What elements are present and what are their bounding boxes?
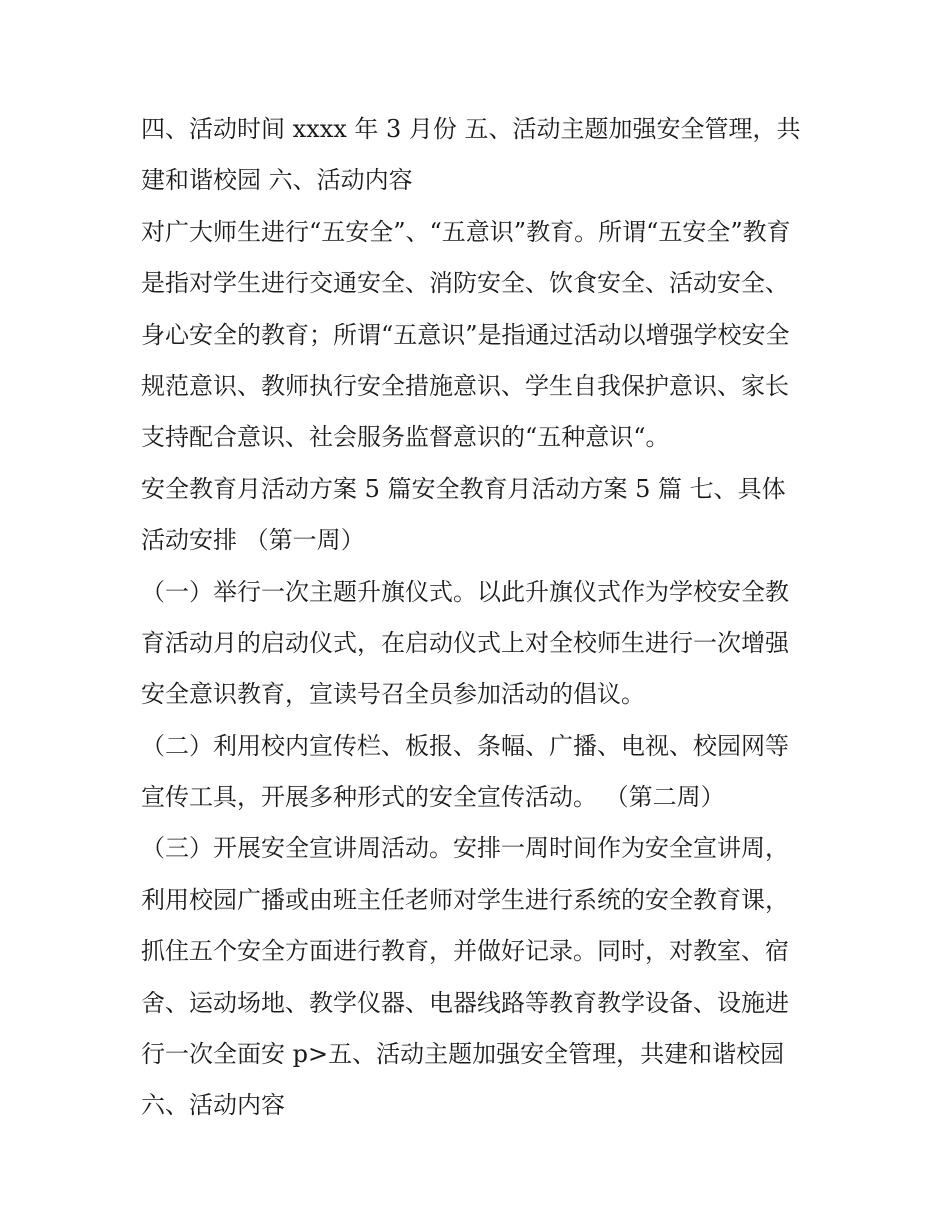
- text-line-2: 建和谐校园 六、活动内容: [141, 166, 413, 195]
- text-line-16: 利用校园广播或由班主任老师对学生进行系统的安全教育课，: [141, 885, 789, 914]
- text-line-9: 活动安排 （第一周）: [141, 526, 365, 555]
- text-line-11: 育活动月的启动仪式，在启动仪式上对全校师生进行一次增强: [141, 628, 789, 657]
- text-line-5: 身心安全的教育；所谓“五意识”是指通过活动以增强学校安全: [141, 320, 790, 349]
- text-line-13: （二）利用校内宣传栏、板报、条幅、广播、电视、校园网等: [141, 731, 789, 760]
- text-line-10: （一）举行一次主题升旗仪式。以此升旗仪式作为学校安全教: [141, 577, 789, 606]
- text-line-15: （三）开展安全宣讲周活动。安排一周时间作为安全宣讲周，: [141, 834, 789, 863]
- text-line-7: 支持配合意识、社会服务监督意识的“五种意识“。: [141, 423, 670, 452]
- text-line-12: 安全意识教育，宣读号召全员参加活动的倡议。: [141, 680, 645, 709]
- text-line-17: 抓住五个安全方面进行教育，并做好记录。同时，对教室、宿: [141, 937, 789, 966]
- text-line-14: 宣传工具，开展多种形式的安全宣传活动。 （第二周）: [141, 783, 725, 812]
- text-line-3: 对广大师生进行“五安全”、“五意识”教育。所谓“五安全”教育: [141, 217, 791, 246]
- text-line-18: 舍、运动场地、教学仪器、电器线路等教育教学设备、设施进: [141, 988, 789, 1017]
- document-body: [141, 104, 821, 1132]
- text-line-20: 六、活动内容: [141, 1091, 285, 1120]
- text-line-6: 规范意识、教师执行安全措施意识、学生自我保护意识、家长: [141, 371, 789, 400]
- text-line-8: 安全教育月活动方案 5 篇安全教育月活动方案 5 篇 七、具体: [141, 474, 786, 503]
- text-line-19: 行一次全面安 p>五、活动主题加强安全管理，共建和谐校园: [141, 1040, 785, 1069]
- text-line-1: 四、活动时间 xxxx 年 3 月份 五、活动主题加强安全管理，共: [141, 115, 801, 143]
- text-line-4: 是指对学生进行交通安全、消防安全、饮食安全、活动安全、: [141, 269, 789, 298]
